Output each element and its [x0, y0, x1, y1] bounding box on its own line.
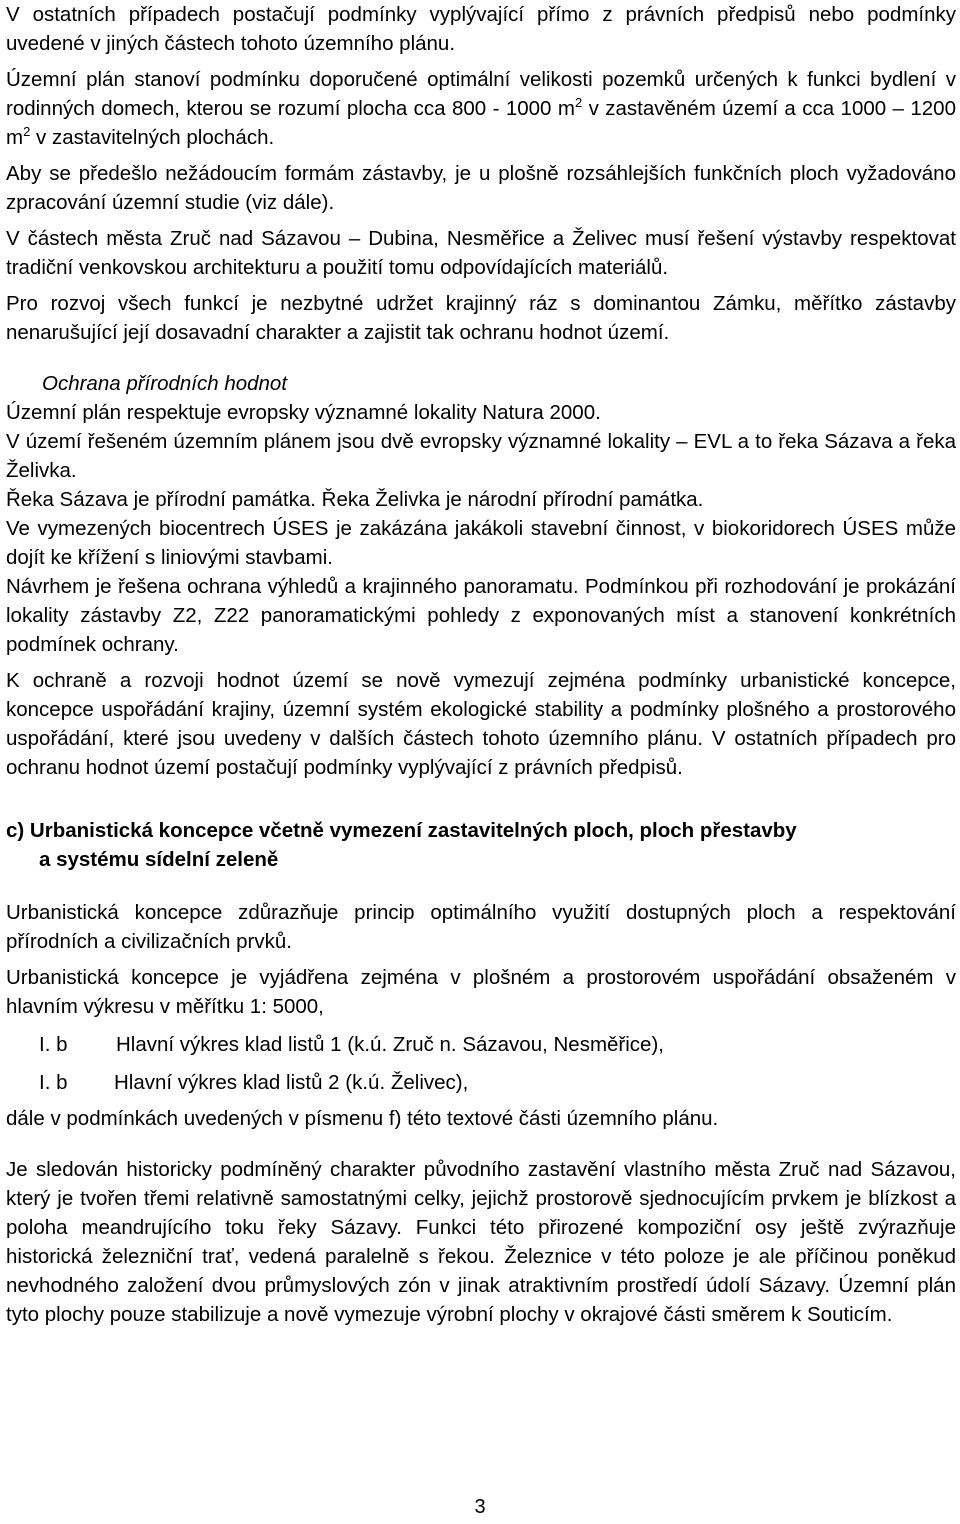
text-span: v zastavitelných plochách.: [30, 126, 275, 149]
paragraph-uses: Ve vymezených biocentrech ÚSES je zakázána jakákoli stavební činnost, v biokoridorech ÚSES může dojít ke křížení s liniovými stavbami.: [6, 517, 956, 569]
paragraph-concept-expression: Urbanistická koncepce je vyjádřena zejména v plošném a prostorovém uspořádání obsaženém v hlavním výkresu v měřítku 1: 5000,: [6, 966, 956, 1018]
paragraph-historic: Je sledován historicky podmíněný charakter původního zastavění vlastního města Zruč nad Sázavou, který je tvořen třemi relativně samostatnými celky, jejichž prostorově sjednocujícím prvkem je blízkost a poloha meandrujícího toku řeky Sázavy. Funkci této přirozené kompoziční osy ještě zvýrazňuje historická železniční trať, vedená paralelně s řekou. Železnice v této poloze je ale příčinou poněkud nevhodného založení dvou průmyslových zón v jinak atraktivním prostředí údolí Sázavy. Územní plán tyto plochy pouze stabilizuje a nově vymezuje výrobní plochy v okrajové části směrem k Souticím.: [6, 1158, 956, 1326]
paragraph-natura: Územní plán respektuje evropsky významné lokality Natura 2000.: [6, 401, 601, 424]
text-span: Územní plán stanoví podmínku doporučené optimální velikosti pozemků určených k funkci bydlení v rodinných domech, kterou se rozumí plocha cca 800 - 1000 m: [6, 68, 956, 120]
paragraph-evl: V území řešeném územním plánem jsou dvě evropsky významné lokality – EVL a to řeka Sázava a řeka Želivka.: [6, 430, 956, 482]
paragraph-protection: K ochraně a rozvoji hodnot území se nově vymezují zejména podmínky urbanistické koncepce, koncepce uspořádání krajiny, územní systém ekologické stability a podmínky plošného a prostorového uspořádání, které jsou uvedeny v dalších částech tohoto územního plánu. V ostatních případech pro ochranu hodnot území postačují podmínky vyplývající z právních předpisů.: [6, 669, 956, 779]
paragraph-study: Aby se předešlo nežádoucím formám zástavby, je u plošně rozsáhlejších funkčních ploch vyžadováno zpracování územní studie (viz dále).: [6, 162, 956, 214]
superscript: 2: [574, 95, 583, 110]
paragraph-monuments: Řeka Sázava je přírodní památka. Řeka Želivka je národní přírodní památka.: [6, 488, 704, 511]
page-number: 3: [474, 1496, 486, 1518]
list-item-text: Hlavní výkres klad listů 1 (k.ú. Zruč n. Sázavou, Nesměřice),: [116, 1033, 664, 1056]
paragraph-conditions: dále v podmínkách uvedených v písmenu f) této textové části územního plánu.: [6, 1107, 719, 1130]
paragraph-panorama: Návrhem je řešena ochrana výhledů a krajinného panoramatu. Podmínkou při rozhodování je prokázání lokality zástavby Z2, Z22 panoramatickými pohledy z exponovaných míst a stanovení konkrétních podmínek ochrany.: [6, 575, 956, 656]
paragraph-architecture: V částech města Zruč nad Sázavou – Dubina, Nesměřice a Želivec musí řešení výstavby respektovat tradiční venkovskou architekturu a použití tomu odpovídajících materiálů.: [6, 227, 956, 279]
paragraph-plot-size: [6, 65, 956, 152]
section-title-line: c) Urbanistická koncepce včetně vymezení zastavitelných ploch, ploch přestavby: [6, 819, 797, 842]
list-item-text: Hlavní výkres klad listů 2 (k.ú. Želivec),: [114, 1071, 469, 1094]
list-item: [6, 1068, 956, 1097]
paragraph-concept: Urbanistická koncepce zdůrazňuje princip optimálního využití dostupných ploch a respektování přírodních a civilizačních prvků.: [6, 901, 956, 953]
text-span: v zastavěném území a cca 1000 – 1200 m: [6, 97, 956, 149]
list-item-number: I. b: [39, 1071, 68, 1094]
section-title-line: a systému sídelní zeleně: [39, 848, 279, 871]
superscript: 2: [23, 124, 31, 139]
section-title: [6, 816, 956, 874]
list-item-number: I. b: [39, 1033, 68, 1056]
subheading-nature: Ochrana přírodních hodnot: [42, 372, 288, 395]
paragraph-landscape: Pro rozvoj všech funkcí je nezbytné udržet krajinný ráz s dominantou Zámku, měřítko zástavby nenarušující její dosavadní charakter a zajistit tak ochranu hodnot území.: [6, 292, 956, 344]
document-page: [6, 0, 956, 1329]
list-item: [6, 1030, 956, 1059]
paragraph-other-cases: V ostatních případech postačují podmínky vyplývající přímo z právních předpisů nebo podmínky uvedené v jiných částech tohoto územního plánu.: [6, 3, 956, 55]
